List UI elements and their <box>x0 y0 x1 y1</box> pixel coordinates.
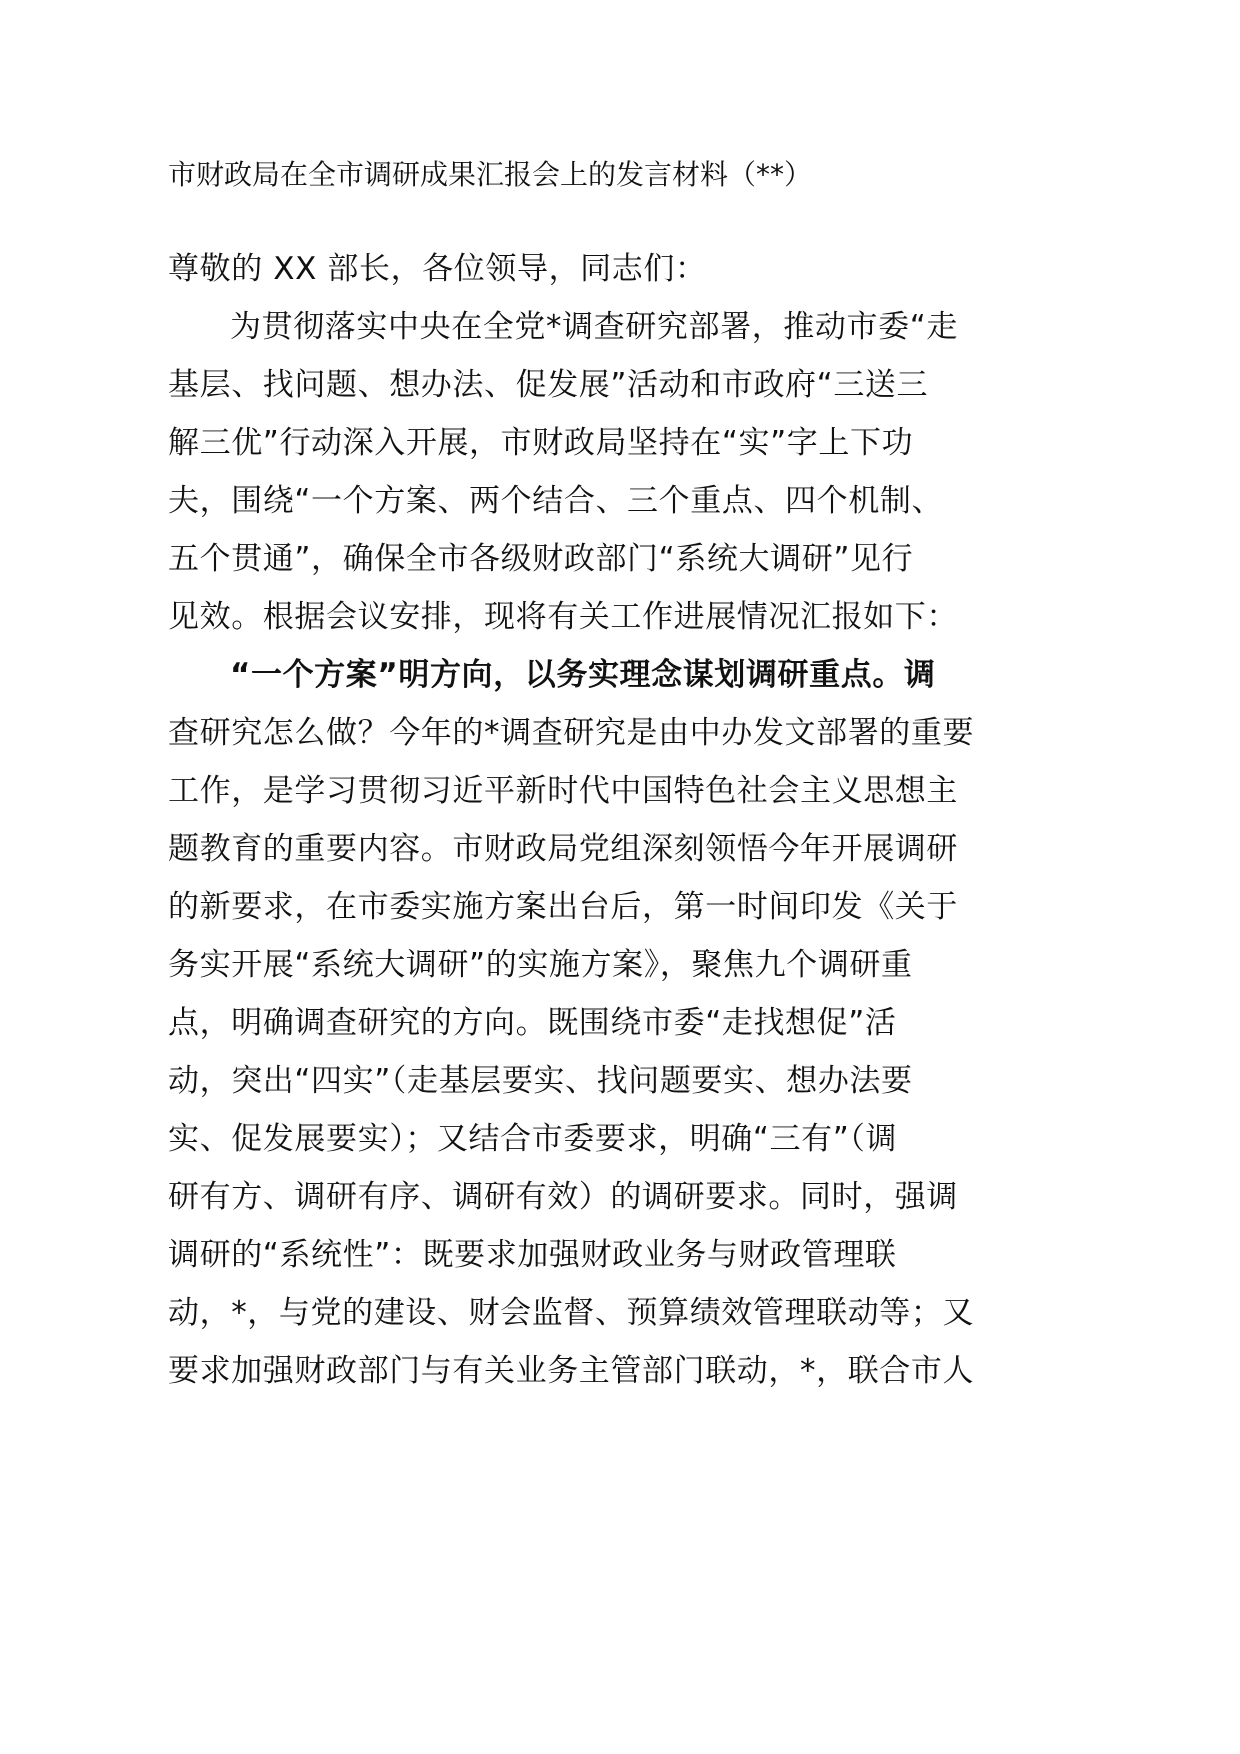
paragraph-line: 解三优”行动深入开展，市财政局坚持在“实”字上下功 <box>168 425 914 461</box>
paragraph-line: 夫，围绕“一个方案、两个结合、三个重点、四个机制、 <box>168 483 944 519</box>
paragraph-line: 工作，是学习贯彻习近平新时代中国特色社会主义思想主 <box>168 773 958 809</box>
paragraph-line: 务实开展“系统大调研”的实施方案》，聚焦九个调研重 <box>168 947 913 983</box>
paragraph-line: 见效。根据会议安排，现将有关工作进展情况汇报如下： <box>168 599 958 635</box>
paragraph-line: 要求加强财政部门与有关业务主管部门联动，*，联合市人 <box>168 1353 975 1389</box>
paragraph-line: 动，突出“四实”（走基层要实、找问题要实、想办法要 <box>168 1063 913 1099</box>
paragraph-line: 查研究怎么做？今年的*调查研究是由中办发文部署的重要 <box>168 715 975 751</box>
salutation-line: 尊敬的 XX 部长，各位领导，同志们： <box>168 251 707 287</box>
section-heading-line: “一个方案”明方向，以务实理念谋划调研重点。调 <box>230 657 936 693</box>
paragraph-line: 点，明确调查研究的方向。既围绕市委“走找想促”活 <box>168 1005 897 1041</box>
paragraph-line: 题教育的重要内容。市财政局党组深刻领悟今年开展调研 <box>168 831 958 867</box>
paragraph-line: 的新要求，在市委实施方案出台后，第一时间印发《关于 <box>168 889 958 925</box>
paragraph-line: 研有方、调研有序、调研有效）的调研要求。同时，强调 <box>168 1179 958 1215</box>
paragraph-line: 动，*，与党的建设、财会监督、预算绩效管理联动等；又 <box>168 1295 975 1331</box>
paragraph-line: 为贯彻落实中央在全党*调查研究部署，推动市委“走 <box>230 309 958 345</box>
document-body <box>168 240 975 1400</box>
paragraph-line: 实、促发展要实）；又结合市委要求，明确“三有”（调 <box>168 1121 898 1157</box>
paragraph-line: 基层、找问题、想办法、促发展”活动和市政府“三送三 <box>168 367 929 403</box>
document-title: 市财政局在全市调研成果汇报会上的发言材料（**） <box>168 158 813 191</box>
paragraph-line: 五个贯通”，确保全市各级财政部门“系统大调研”见行 <box>168 541 914 577</box>
paragraph-line: 调研的“系统性”：既要求加强财政业务与财政管理联 <box>168 1237 897 1273</box>
